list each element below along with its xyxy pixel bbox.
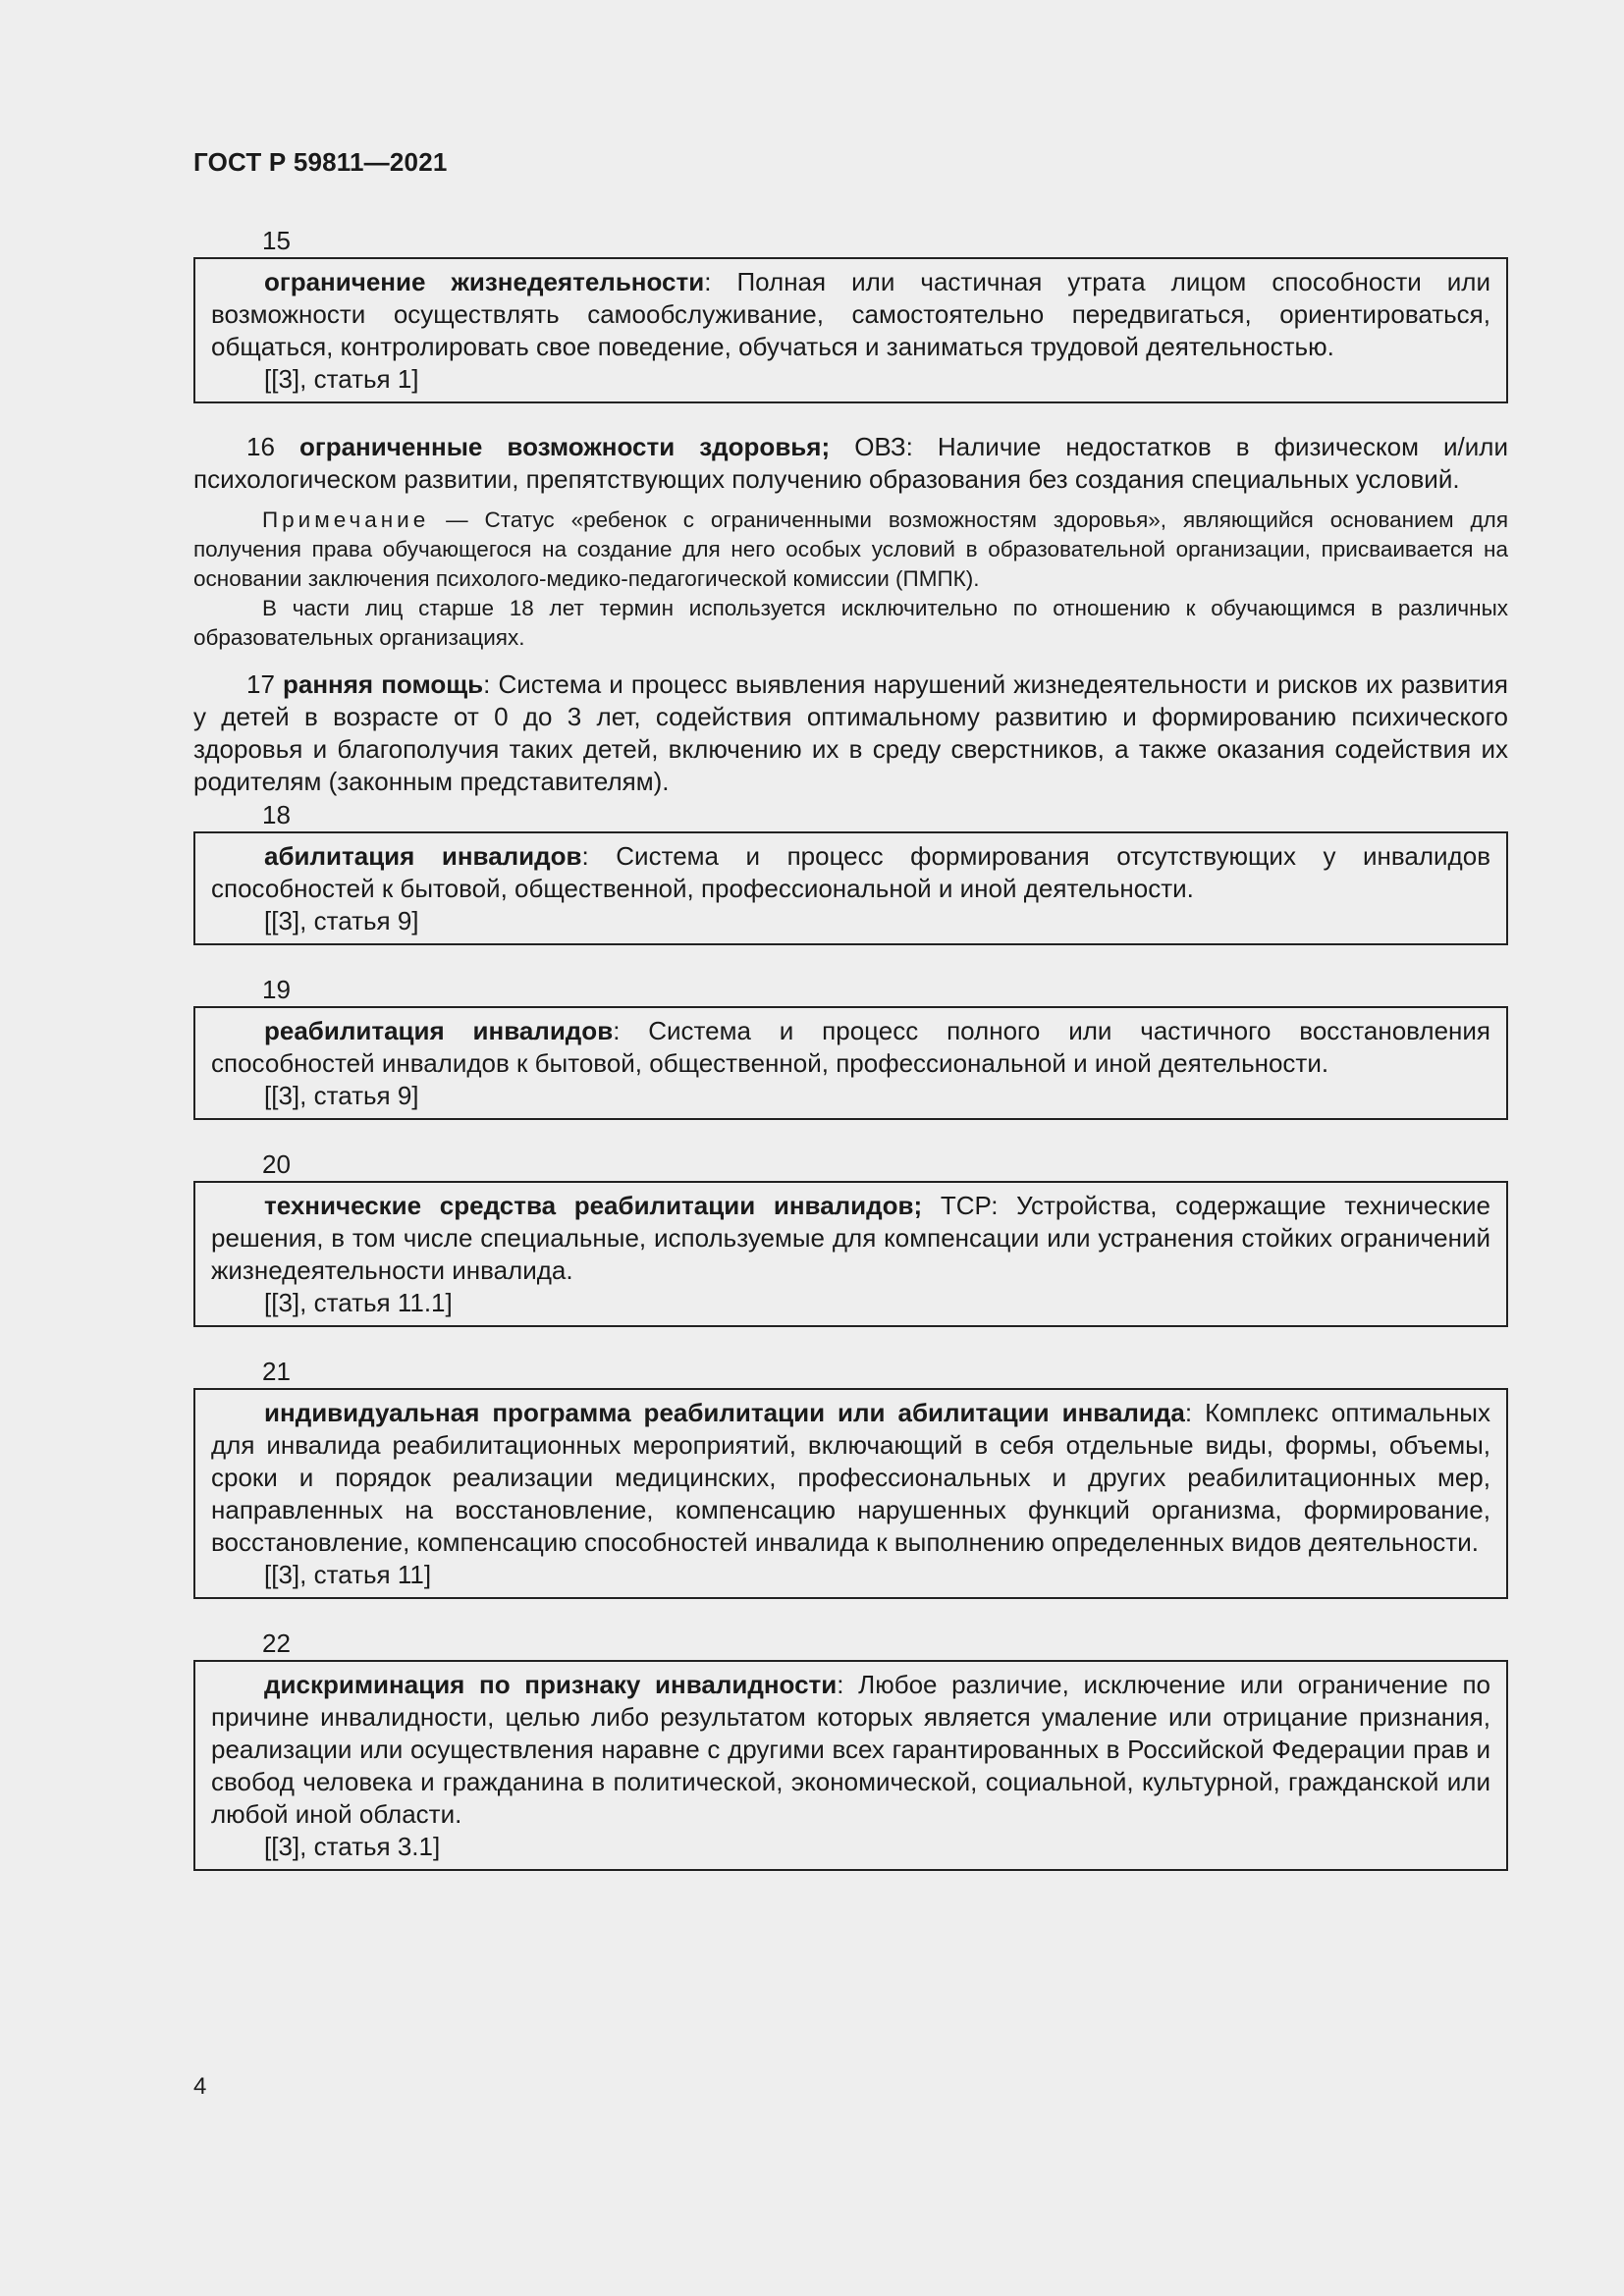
entry-15-definition: : Полная или частичная утрата лицом способности или возможности осуществлять самообслуживание, самостоятельно передвигаться, ориентироваться, общаться, контролировать свое поведение, обучаться и заниматься трудовой деятельностью.: [211, 267, 1490, 361]
entry-21-number: 21: [262, 1357, 291, 1386]
entry-16-note: [193, 506, 1508, 653]
entry-20-box: [193, 1181, 1508, 1327]
entry-16-term: ограниченные возможности здоровья;: [299, 432, 831, 461]
entry-19-number: 19: [262, 975, 291, 1004]
entry-15-term: ограничение жизнедеятельности: [264, 267, 705, 296]
entry-21-box: [193, 1388, 1508, 1599]
entry-19-text: [211, 1015, 1490, 1080]
entry-16-note-text: [193, 506, 1508, 594]
entry-19-box: [193, 1006, 1508, 1120]
entry-16-note-text-2: В части лиц старше 18 лет термин используется исключительно по отношению к обучающимся в различных образовательных организациях.: [193, 596, 1508, 650]
entry-19-definition: : Система и процесс полного или частичного восстановления способностей инвалидов к бытовой, общественной, профессиональной и иной деятельности.: [211, 1016, 1490, 1078]
entry-18-source: [[3], статья 9]: [264, 906, 419, 935]
page-header: ГОСТ Р 59811—2021: [193, 147, 448, 177]
entry-18-term: абилитация инвалидов: [264, 841, 582, 871]
entry-20-definition: ТСР: Устройства, содержащие технические решения, в том числе специальные, используемые для компенсации или устранения стойких ограничений жизнедеятельности инвалида.: [211, 1191, 1490, 1285]
entry-21-source: [[3], статья 11]: [264, 1560, 432, 1589]
entry-22-source: [[3], статья 3.1]: [264, 1832, 441, 1861]
entry-21-text: [211, 1397, 1490, 1559]
entry-22-text: [211, 1669, 1490, 1831]
entry-16-definition: ОВЗ: Наличие недостатков в физическом и/или психологическом развитии, препятствующих получению образования без создания специальных условий.: [193, 432, 1508, 494]
note-label: Примечание: [262, 507, 430, 532]
entry-20-term: технические средства реабилитации инвалидов;: [264, 1191, 923, 1220]
note-body: — Статус «ребенок с ограниченными возможностям здоровья», являющийся основанием для получения права обучающегося на создание для него особых условий в образовательной организации, присваивается на основании заключения психолого-медико-педагогической комиссии (ПМПК).: [193, 507, 1508, 591]
entry-21-definition: : Комплекс оптимальных для инвалида реабилитационных мероприятий, включающий в себя отдельные виды, формы, объемы, сроки и порядок реализации медицинских, профессиональных и других реабилитационных мер, направленных на восстановление, компенсацию нарушенных функций организма, формирование, восстановление, компенсацию способностей инвалида к выполнению определенных видов деятельности.: [211, 1398, 1490, 1557]
entry-17-text: [193, 668, 1508, 798]
entry-20-source: [[3], статья 11.1]: [264, 1288, 453, 1317]
entry-18-text: [211, 840, 1490, 905]
entry-22-number: 22: [262, 1629, 291, 1658]
entry-21-term: индивидуальная программа реабилитации или абилитации инвалида: [264, 1398, 1185, 1427]
entry-17-number: 17: [246, 669, 275, 699]
entry-17-term: ранняя помощь: [283, 669, 484, 699]
entry-18-box: [193, 831, 1508, 945]
entry-17: [193, 668, 1508, 798]
document-body: [193, 224, 1508, 1871]
entry-15-source: [[3], статья 1]: [264, 364, 419, 394]
entry-15-text: [211, 266, 1490, 363]
entry-19-source: [[3], статья 9]: [264, 1081, 419, 1110]
entry-16-text: [193, 431, 1508, 496]
entry-22-box: [193, 1660, 1508, 1871]
entry-15-number: 15: [262, 226, 291, 255]
entry-15-box: [193, 257, 1508, 403]
entry-22-definition: : Любое различие, исключение или ограничение по причине инвалидности, целью либо результатом которых является умаление или отрицание признания, реализации или осуществления наравне с другими всех гарантированных в Российской Федерации прав и свобод человека и гражданина в политической, экономической, социальной, культурной, гражданской или любой иной области.: [211, 1670, 1490, 1829]
entry-16-number: 16: [246, 432, 275, 461]
entry-18-number: 18: [262, 800, 291, 829]
entry-22-term: дискриминация по признаку инвалидности: [264, 1670, 838, 1699]
page-number: 4: [193, 2073, 207, 2100]
entry-20-number: 20: [262, 1149, 291, 1179]
entry-16: [193, 431, 1508, 496]
entry-20-text: [211, 1190, 1490, 1287]
entry-19-term: реабилитация инвалидов: [264, 1016, 614, 1045]
entry-18-definition: : Система и процесс формирования отсутствующих у инвалидов способностей к бытовой, общественной, профессиональной и иной деятельности.: [211, 841, 1491, 903]
entry-17-definition: : Система и процесс выявления нарушений жизнедеятельности и рисков их развития у детей в возрасте от 0 до 3 лет, содействия оптимальному развитию и формированию психического здоровья и благополучия таких детей, включению их в среду сверстников, а также оказания содействия их родителям (законным представителям).: [193, 669, 1508, 796]
